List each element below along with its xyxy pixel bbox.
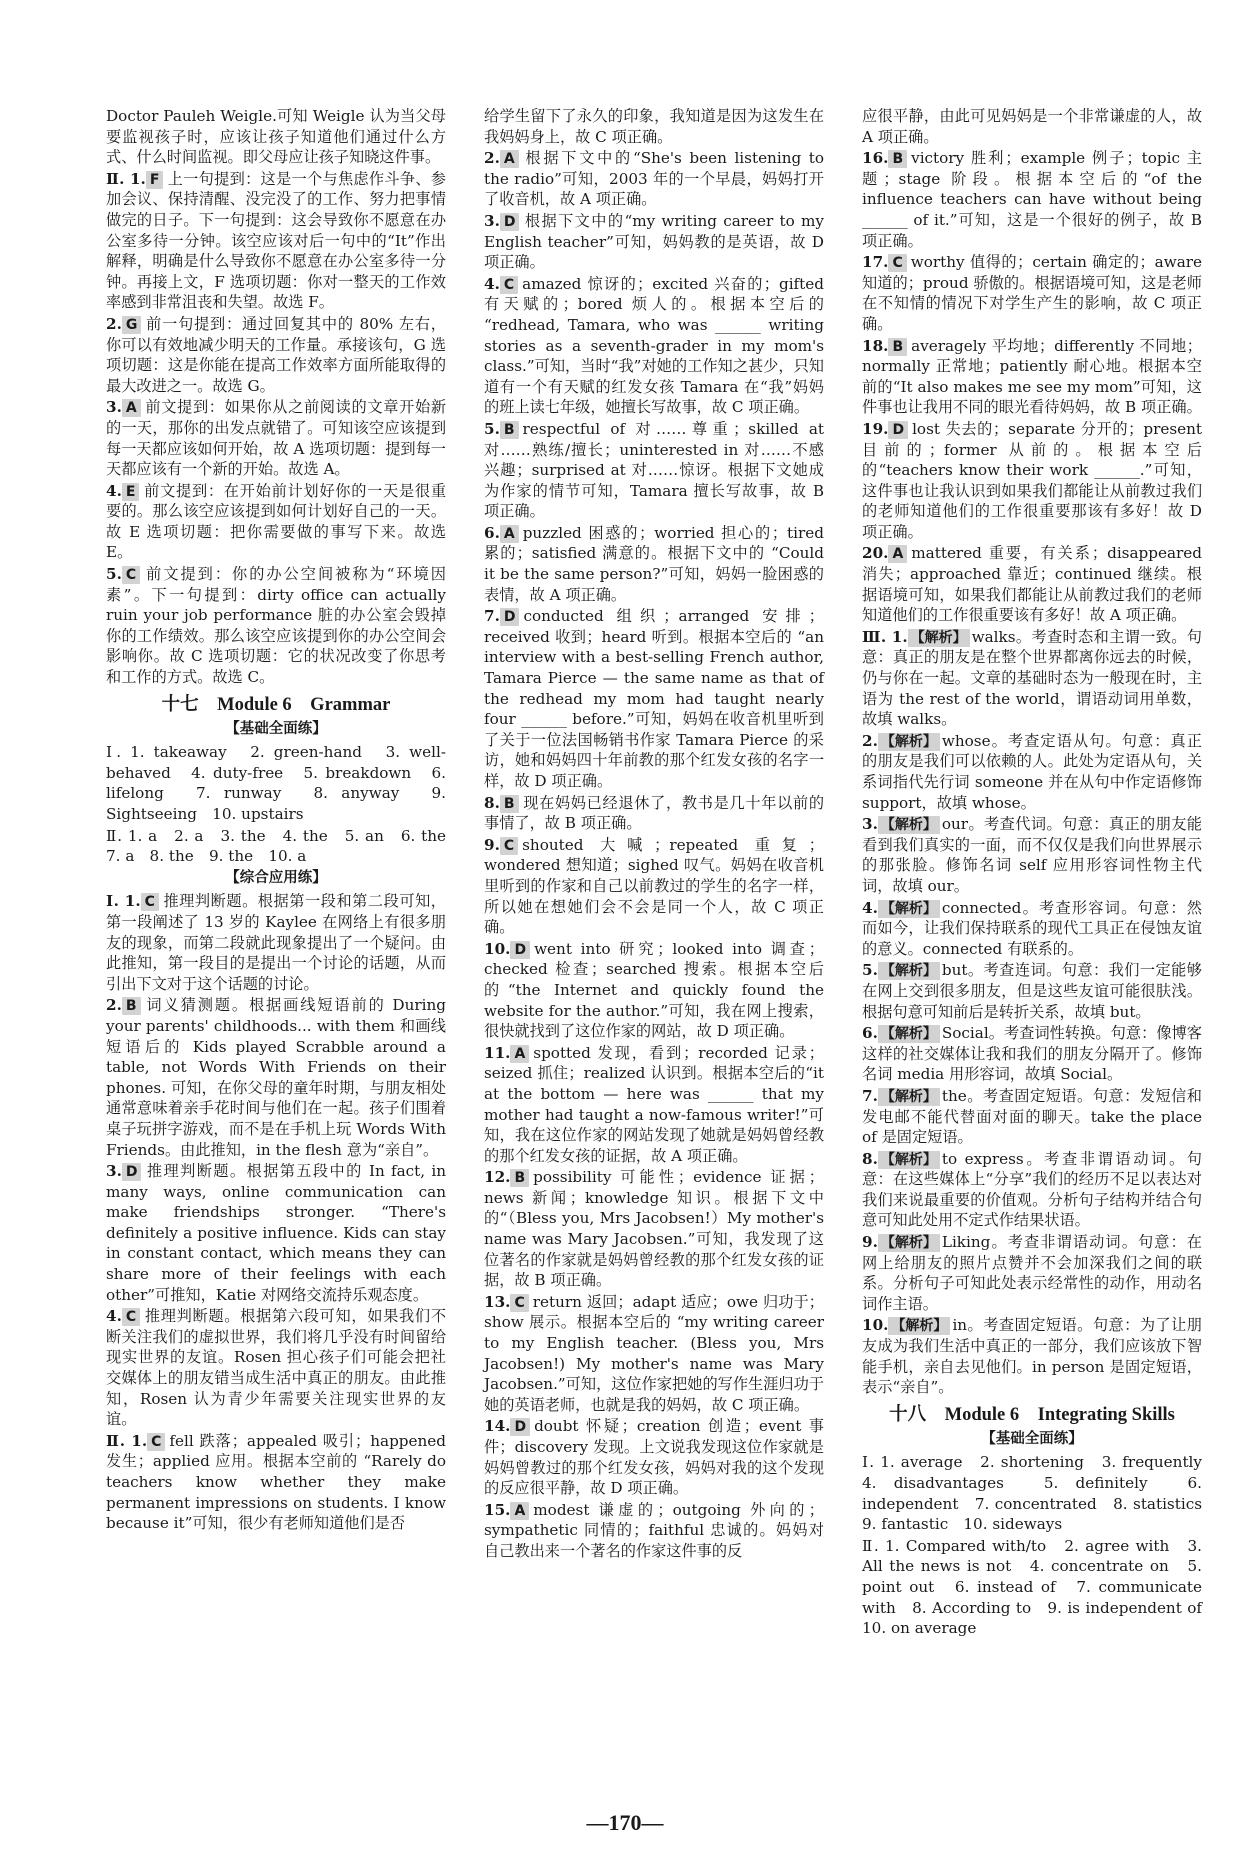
item-explanation: Liking。考查非谓语动词。句意：在网上给朋友的照片点赞并不会加深我们之间的联系。分析句子可知此处表示经常性的动作，用动名词作主语。 — [862, 1233, 1202, 1313]
item-explanation: Social。考查词性转换。句意：像博客这样的社交媒体让我和我们的朋友分隔开了。修饰名词 media 用形容词，故填 Social。 — [862, 1024, 1202, 1084]
item-number: 6. — [862, 1024, 878, 1043]
item-number: 4. — [862, 898, 878, 917]
item-explanation: to express。考查非谓语动词。句意：在这些媒体上“分享”我们的经历不足以表达对我们来说最重要的价值观。分析句子结构并结合句意可知此处用不定式作结果状语。 — [862, 1149, 1202, 1230]
item-number: 9. — [484, 835, 500, 854]
answer-letter-badge: C — [500, 276, 518, 294]
answer-item — [484, 835, 824, 938]
answer-letter-badge: B — [500, 795, 519, 813]
item-number: 7. — [484, 607, 500, 626]
item-explanation: 根据下文中的“She's been listening to the radio”可知，2003 年的一个早晨，妈妈打开了收音机，故 A 项正确。 — [484, 149, 824, 209]
answer-item — [862, 731, 1202, 813]
answer-item — [106, 995, 446, 1160]
answer-item — [862, 898, 1202, 960]
answer-letter-badge: A — [888, 545, 907, 563]
answer-letter-badge: C — [888, 254, 906, 272]
answer-item — [862, 336, 1202, 418]
item-explanation: respectful of 对……尊重；skilled at 对……熟练/擅长；uninterested in 对……不感兴趣；surprised at 对……惊讶。根据下文她成为作家的情节可知，Tamara 擅长写故事，故 B 项正确。 — [484, 419, 824, 521]
answer-item — [862, 543, 1202, 625]
analysis-tag: 【解析】 — [878, 1234, 940, 1252]
item-explanation: 推理判断题。根据第六段可知，如果我们不断关注我们的虚拟世界，我们将几乎没有时间留给现实世界的友谊。Rosen 担心孩子们可能会把社交媒体上的朋友错当成生活中真正的朋友。由此推知，Rosen 认为青少年需要关注现实世界的友谊。 — [106, 1307, 446, 1429]
subsection-heading: 【基础全面练】 — [225, 720, 327, 737]
item-number: 12. — [484, 1168, 511, 1187]
item-explanation: 推理判断题。根据第五段中的 In fact, in many ways, online communication can make friendships stronger. “There's definitely a positive influence. Kids can stay in constant contact, which means they can share more of their feelings with each other”可推知，Katie 对网络交流持乐观态度。 — [106, 1162, 446, 1304]
answer-item — [484, 148, 824, 210]
answer-item — [484, 939, 824, 1042]
answer-letter-badge: A — [510, 1045, 529, 1063]
item-explanation: 前文提到：你的办公空间被称为“环境因素”。下一句提到：dirty office can actually ruin your job performance 脏的办公室会毁掉你的工作绩效。那么该空应该提到你的办公空间会影响你。故 C 选项切题：它的状况改变了你思考和工作的方式。故选 C。 — [106, 565, 446, 687]
item-number: 3. — [862, 815, 878, 834]
answer-letter-badge: A — [510, 1502, 529, 1520]
answer-item — [484, 274, 824, 418]
analysis-tag: 【解析】 — [878, 1151, 940, 1169]
answer-letter-badge: D — [888, 421, 908, 439]
item-explanation: mattered 重要，有关系；disappeared 消失；approached 靠近；continued 继续。根据语境可知，如果我们都能让从前教过我们的老师知道他们的工作很重要该有多好！故 A 项正确。 — [862, 544, 1202, 625]
answer-item — [862, 1023, 1202, 1085]
item-explanation: 推理判断题。根据第一段和第二段可知，第一段阐述了 13 岁的 Kaylee 在网络上有很多朋友的现象，而第二段就此现象提出了一个疑问。由此推知，第一段目的是提出一个讨论的话题，从而引出下文对于这个话题的讨论。 — [106, 892, 446, 993]
page-number: —170— — [586, 1810, 664, 1835]
answer-item — [484, 1416, 824, 1498]
item-number: 4. — [106, 481, 122, 500]
item-explanation: in。考查固定短语。句意：为了让朋友成为我们生活中真正的一部分，我们应该放下智能手机，亲自去见他们。in person 是固定短语，表示“亲自”。 — [862, 1316, 1202, 1397]
answer-paragraph: Ⅰ. 1. average 2. shortening 3. frequently 4. disadvantages 5. definitely 6. independent 7. concentrated 8. statistics 9. fantastic 10. sideways — [862, 1453, 1218, 1534]
answer-item — [106, 314, 446, 396]
item-explanation: worthy 值得的；certain 确定的；aware 知道的；proud 骄傲的。根据语境可知，这是老师在不知情的情况下对学生产生的影响，故 C 项正确。 — [862, 253, 1202, 333]
item-explanation: 词义猜测题。根据画线短语前的 During your parents' childhoods... with them 和画线短语后的 Kids played Scrabble around a table, not Words With Friends on their phones. 可知，在你父母的童年时期，与朋友相处通常意味着亲手花时间与他们在一起。孩子们围着桌子玩拼字游戏，而不是在手机上玩 Words With Friends。由此推知，in the flesh 意为“亲自”。 — [106, 996, 446, 1159]
analysis-tag: 【解析】 — [878, 1025, 940, 1043]
item-explanation: our。考查代词。句意：真正的朋友能看到我们真实的一面，而不仅仅是我们向世界展示的那张脸。修饰名词 self 应用形容词性物主代词，故填 our。 — [862, 815, 1202, 895]
answer-letter-badge: B — [888, 150, 907, 168]
item-explanation: 前文提到：在开始前计划好你的一天是很重要的。那么该空应该提到如何计划好自己的一天。故 E 选项切题：把你需要做的事写下来。故选 E。 — [106, 481, 446, 562]
answer-item — [862, 419, 1202, 543]
item-number: 8. — [484, 793, 500, 812]
item-number: Ⅱ. 1. — [106, 1431, 148, 1450]
analysis-tag: 【解析】 — [908, 629, 970, 647]
answer-item — [484, 606, 824, 791]
answer-letter-badge: F — [146, 171, 164, 189]
item-number: 3. — [484, 211, 500, 230]
answer-item — [484, 1292, 824, 1416]
answer-item — [862, 148, 1202, 251]
item-explanation: walks。考查时态和主谓一致。句意：真正的朋友是在整个世界都离你远去的时候，仍与你在一起。文章的基础时态为一般现在时，主语为 the rest of the world，谓语动词用单数，故填 walks。 — [862, 627, 1202, 729]
answer-letter-badge: C — [500, 837, 518, 855]
item-number: 17. — [862, 253, 889, 272]
item-number: Ⅱ. 1. — [106, 169, 146, 188]
answer-item — [106, 891, 446, 994]
column-right — [862, 106, 1218, 1640]
item-explanation: 上一句提到：这是一个与焦虑作斗争、参加会议、保持清醒、没完没了的工作、努力把事情做完的日子。下一句提到：这会导致你不愿意在办公室多待一分钟。该空应该对后一句中的“It”作出解释，明确是什么导致你不愿意在办公室多待一分钟。再接上文，F 选项切题：你对一整天的工作效率感到非常沮丧和失望。故选 F。 — [106, 169, 446, 312]
section-heading: 十八 Module 6 Integrating Skills — [889, 1404, 1175, 1425]
answer-item — [862, 1232, 1202, 1314]
item-explanation: conducted 组织；arranged 安排；received 收到；heard 听到。根据本空后的 “an interview with a best-selling French author, Tamara Pierce — the same name as that of the redhead my mom had taught nearly four ______ before.”可知，妈妈在收音机里听到了关于一位法国畅销书作家 Tamara Pierce 的采访，她和妈妈四十年前教的那个红发女孩的名字一样，故 D 项正确。 — [484, 607, 824, 790]
item-explanation: 根据下文中的“my writing career to my English teacher”可知，妈妈教的是英语，故 D 项正确。 — [484, 211, 824, 272]
item-explanation: whose。考查定语从句。句意：真正的朋友是我们可以依赖的人。此处为定语从句，关系词指代先行词 someone 并在从句中作定语修饰 support，故填 whose。 — [862, 731, 1202, 812]
answer-item — [862, 252, 1202, 334]
answer-item — [484, 1043, 824, 1167]
item-number: 3. — [106, 1162, 122, 1181]
item-number: 2. — [484, 149, 500, 168]
item-explanation: modest 谦虚的；outgoing 外向的；sympathetic 同情的；faithful 忠诚的。妈妈对自己教出来一个著名的作家这件事的反 — [484, 1500, 824, 1560]
analysis-tag: 【解析】 — [878, 900, 940, 918]
item-number: 5. — [484, 419, 500, 438]
item-number: 20. — [862, 544, 889, 563]
answer-item — [862, 814, 1202, 896]
answer-letter-badge: A — [500, 525, 519, 543]
item-explanation: 前文提到：如果你从之前阅读的文章开始新的一天，那你的出发点就错了。可知该空应该提到每一天都应该如何开始，故 A 选项切题：提到每一天都应该有一个新的开始。故选 A。 — [106, 398, 446, 479]
subsection-heading: 【基础全面练】 — [981, 1430, 1083, 1447]
answer-letter-badge: C — [141, 893, 159, 911]
item-number: 14. — [484, 1417, 511, 1436]
subsection-heading: 【综合应用练】 — [225, 869, 327, 886]
answer-letter-badge: A — [122, 399, 141, 417]
item-explanation: went into 研究；looked into 调查；checked 检查；searched 搜索。根据本空后的“the Internet and quickly found the website for the author.”可知，我在网上搜索，很快就找到了这位作家的网站，故 D 项正确。 — [484, 939, 824, 1041]
item-explanation: but。考查连词。句意：我们一定能够在网上交到很多朋友，但是这些友谊可能很肤浅。根据句意可知前后是转折关系，故填 but。 — [862, 961, 1202, 1021]
answer-item — [484, 419, 824, 522]
answer-letter-badge: B — [122, 997, 141, 1015]
answer-item — [862, 627, 1202, 730]
answer-letter-badge: D — [510, 1418, 530, 1436]
answer-letter-badge: B — [500, 421, 519, 439]
item-number: 10. — [862, 1316, 889, 1335]
item-explanation: 前一句提到：通过回复其中的 80% 左右，你可以有效地减少明天的工作量。承接该句，G 选项切题：这是你能在提高工作效率方面所能取得的最大改进之一。故选 G。 — [106, 314, 446, 395]
item-number: 7. — [862, 1086, 878, 1105]
answer-item — [862, 960, 1202, 1022]
answer-paragraph: Ⅱ. 1. Compared with/to 2. agree with 3. All the news is not 4. concentrate on 5. point out 6. instead of 7. communicate with 8. According to 9. is independent of 10. on average — [862, 1536, 1218, 1638]
answer-item — [106, 1431, 446, 1534]
item-number: 4. — [106, 1307, 122, 1326]
item-explanation: averagely 平均地；differently 不同地；normally 正常地；patiently 耐心地。根据本空前的“It also makes me see my mom”可知，这件事也让我用不同的眼光看待妈妈，故 B 项正确。 — [862, 336, 1202, 417]
item-explanation: puzzled 困惑的；worried 担心的；tired 累的；satisfied 满意的。根据下文中的 “Could it be the same person?”可知，妈妈一脸困惑的表情，故 A 项正确。 — [484, 523, 824, 604]
answer-letter-badge: G — [122, 316, 142, 334]
item-number: 11. — [484, 1043, 511, 1062]
analysis-tag: 【解析】 — [878, 816, 940, 834]
answer-letter-badge: E — [122, 483, 140, 501]
item-explanation: possibility 可能性；evidence 证据；news 新闻；knowledge 知识。根据下文中的“（Bless you, Mrs Jacobsen!）My mother's name was Mary Jacobsen.”可知，我发现了这位著名的作家就是妈妈曾经教的那个红发女孩的证据，故 B 项正确。 — [484, 1168, 824, 1290]
answer-letter-badge: D — [500, 608, 520, 626]
item-number: 16. — [862, 149, 889, 168]
item-explanation: connected。考查形容词。句意：然而如今，让我们保持联系的现代工具正在侵蚀友谊的意义。connected 有联系的。 — [862, 898, 1202, 958]
column-middle — [484, 106, 824, 1563]
item-number: 2. — [862, 731, 878, 750]
item-number: 19. — [862, 419, 889, 438]
answer-letter-badge: C — [510, 1294, 528, 1312]
item-number: 10. — [484, 939, 511, 958]
item-explanation: lost 失去的；separate 分开的；present 目前的；former 从前的。根据本空后的“teachers know their work ______.”可知，这件事也让我认识到如果我们都能让从前教过我们的老师知道他们的工作很重要那该有多好！故 D 项正确。 — [862, 419, 1202, 541]
item-number: 6. — [484, 523, 500, 542]
analysis-tag: 【解析】 — [878, 733, 940, 751]
answer-letter-badge: B — [510, 1169, 529, 1187]
item-explanation: doubt 怀疑；creation 创造；event 事件；discovery 发现。上文说我发现这位作家就是妈妈曾教过的那个红发女孩，妈妈对我的这个发现的反应很平静，故 D 项正确。 — [484, 1417, 824, 1498]
answer-letter-badge: C — [122, 1308, 140, 1326]
item-number: 5. — [106, 565, 122, 584]
item-explanation: return 返回；adapt 适应；owe 归功于；show 展示。根据本空后的 “my writing career to my English teacher. (Bless you, Mrs Jacobsen!) My mother's name was Mary Jacobsen.”可知，这位作家把她的写作生涯归功于她的英语老师，也就是我的妈妈，故 C 项正确。 — [484, 1292, 824, 1414]
answer-item — [106, 397, 446, 479]
answer-item — [484, 793, 824, 834]
column-left — [106, 106, 462, 1535]
answer-item — [484, 523, 824, 605]
item-number: 15. — [484, 1500, 511, 1519]
item-number: 13. — [484, 1292, 511, 1311]
answer-item — [484, 211, 824, 273]
answer-paragraph: 应很平静，由此可见妈妈是一个非常谦虚的人，故 A 项正确。 — [862, 107, 1202, 146]
item-explanation: shouted 大喊；repeated 重复；wondered 想知道；sighed 叹气。妈妈在收音机里听到的作家和自己以前教过的学生的名字一样，所以她在想她们会不会是同一个人，故 C 项正确。 — [484, 835, 824, 937]
answer-letter-badge: C — [147, 1433, 165, 1451]
answer-paragraph: Ⅱ. 1. a 2. a 3. the 4. the 5. an 6. the 7. a 8. the 9. the 10. a — [106, 826, 462, 866]
item-number: Ⅰ. 1. — [106, 892, 141, 911]
answer-item — [106, 1306, 446, 1430]
item-number: Ⅲ. 1. — [862, 627, 908, 646]
item-number: 18. — [862, 336, 889, 355]
answer-paragraph: 给学生留下了永久的印象，我知道是因为这发生在我妈妈身上，故 C 项正确。 — [484, 107, 824, 146]
answer-paragraph: Doctor Pauleh Weigle.可知 Weigle 认为当父母要监视孩子时，应该让孩子知道他们通过什么方式、什么时间监视。即父母应让孩子知晓这件事。 — [106, 107, 446, 167]
item-explanation: amazed 惊讶的；excited 兴奋的；gifted 有天赋的；bored 烦人的。根据本空后的 “redhead, Tamara, who was ______ writing stories as a seventh-grader in my mom's class.”可知，当时“我”对她的工作知之甚少，只知道有一个有天赋的红发女孩 Tamara 在“我”妈妈的班上读七年级，她擅长写故事，故 C 项正确。 — [484, 274, 824, 417]
item-explanation: spotted 发现，看到；recorded 记录；seized 抓住；realized 认识到。根据本空后的“it at the bottom — here was ______ that my mother had taught a now-famous writer!”可知，我在这位作家的网站发现了她就是妈妈曾经教的那个红发女孩的证据，故 A 项正确。 — [484, 1043, 824, 1165]
analysis-tag: 【解析】 — [888, 1317, 950, 1335]
item-explanation: victory 胜利；example 例子；topic 主题；stage 阶段。根据本空后的“of the influence teachers can have without being ______ of it.”可知，这是一个很好的例子，故 B 项正确。 — [862, 149, 1202, 250]
answer-letter-badge: D — [500, 213, 520, 231]
item-number: 4. — [484, 274, 500, 293]
answer-item — [106, 481, 446, 563]
answer-item — [484, 1167, 824, 1291]
answer-item — [106, 169, 446, 313]
answer-letter-badge: B — [888, 338, 907, 356]
item-number: 3. — [106, 398, 122, 417]
answer-item — [106, 1161, 446, 1305]
answer-letter-badge: A — [500, 150, 519, 168]
answer-letter-badge: D — [122, 1163, 142, 1181]
item-explanation: the。考查固定短语。句意：发短信和发电邮不能代替面对面的聊天。take the place of 是固定短语。 — [862, 1086, 1202, 1147]
item-explanation: 现在妈妈已经退休了，教书是几十年以前的事情了，故 B 项正确。 — [484, 793, 824, 833]
answer-paragraph: Ⅰ. 1. takeaway 2. green-hand 3. well-behaved 4. duty-free 5. breakdown 6. lifelong 7. runway 8. anyway 9. Sightseeing 10. upstairs — [106, 743, 446, 823]
answer-item — [862, 1315, 1202, 1397]
section-heading: 十七 Module 6 Grammar — [161, 694, 391, 715]
analysis-tag: 【解析】 — [878, 1088, 940, 1106]
answer-item — [862, 1149, 1202, 1231]
answer-letter-badge: D — [510, 941, 530, 959]
item-number: 5. — [862, 961, 878, 980]
item-number: 8. — [862, 1149, 878, 1168]
item-number: 2. — [106, 314, 122, 333]
item-number: 2. — [106, 996, 122, 1015]
answer-letter-badge: C — [122, 566, 140, 584]
answer-item — [106, 564, 446, 688]
item-explanation: fell 跌落；appealed 吸引；happened 发生；applied 应用。根据本空前的 “Rarely do teachers know whether they make permanent impressions on students. I know because it”可知，很少有老师知道他们是否 — [106, 1431, 446, 1533]
answer-item — [862, 1086, 1202, 1148]
item-number: 9. — [862, 1233, 878, 1252]
answer-item — [484, 1500, 824, 1562]
analysis-tag: 【解析】 — [878, 962, 940, 980]
